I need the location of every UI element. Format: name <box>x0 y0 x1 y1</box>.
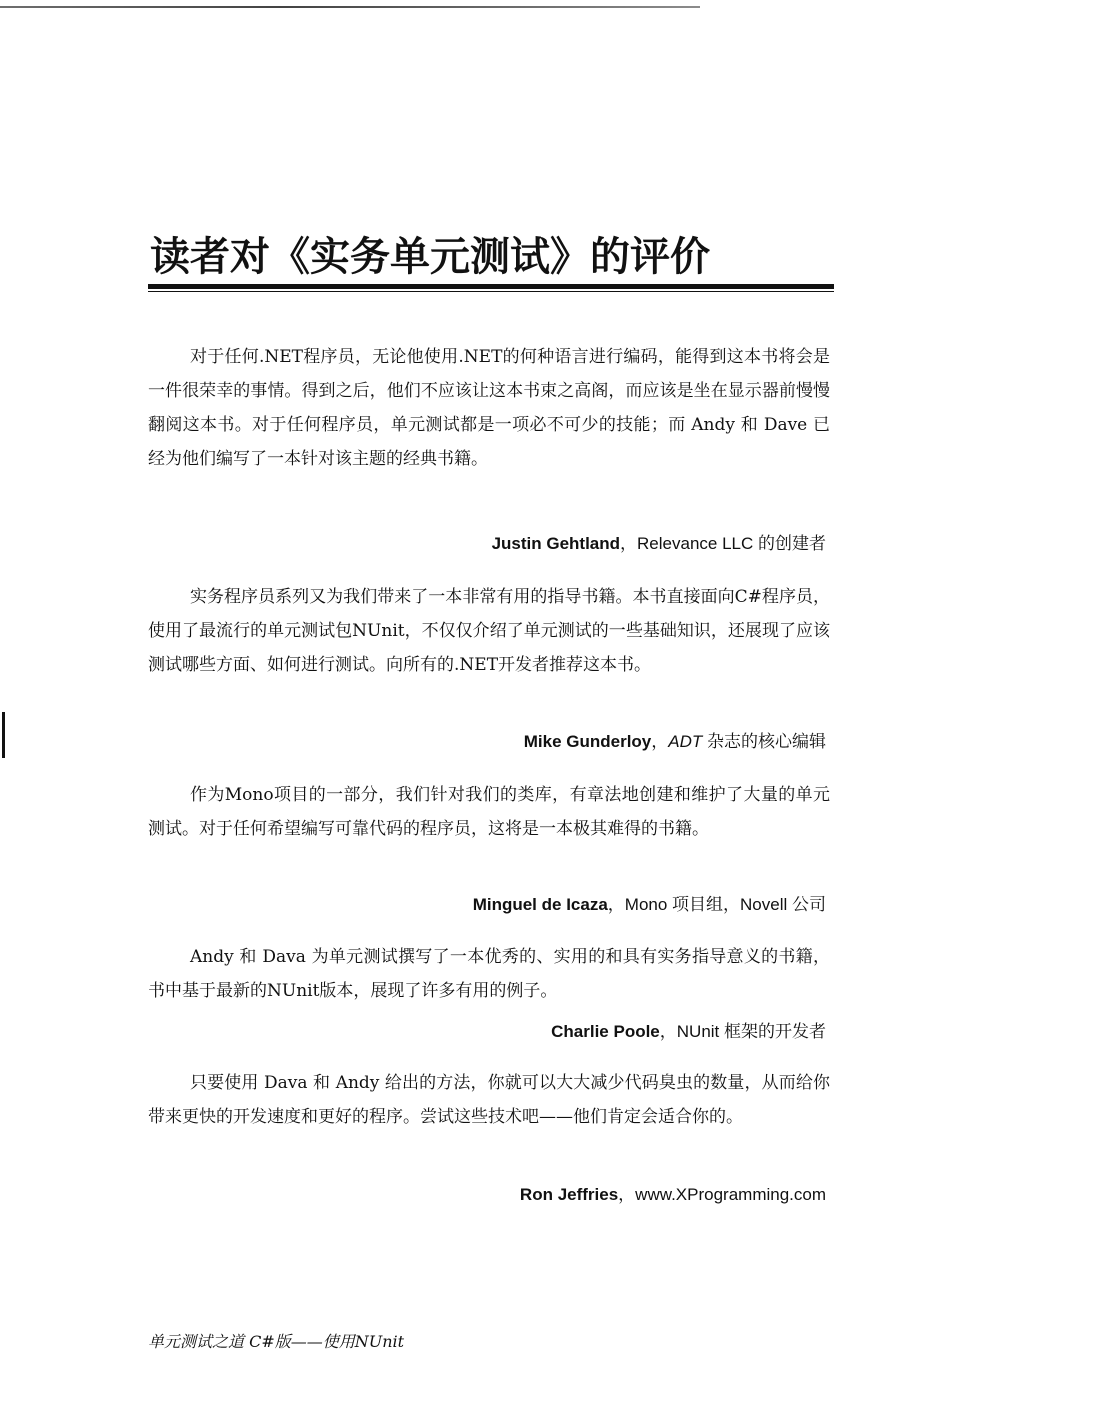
reviewer-affiliation: NUnit 框架的开发者 <box>676 1022 826 1041</box>
reviewer-name: Mike Gunderloy <box>523 732 652 751</box>
attribution-separator: ， <box>651 732 669 751</box>
review-quote-2: 实务程序员系列又为我们带来了一本非常有用的指导书籍。本书直接面向C#程序员，使用了最流行的单元测试包NUnit，不仅仅介绍了单元测试的一些基础知识，还展现了应该测试哪些方面、如何进行测试。向所有的.NET开发者推荐这本书。 <box>148 587 830 675</box>
title-underline-thin <box>148 291 834 292</box>
review-attribution-1 <box>492 532 826 556</box>
attribution-separator: ， <box>618 1185 636 1204</box>
reviewer-affiliation: Relevance LLC 的创建者 <box>637 534 826 553</box>
reviewer-affiliation-publication: ADT <box>668 732 703 751</box>
review-quote-5: 只要使用 Dava 和 Andy 给出的方法，你就可以大大减少代码臭虫的数量，从而给你带来更快的开发速度和更好的程序。尝试这些技术吧——他们肯定会适合你的。 <box>148 1073 830 1127</box>
reviewer-name: Charlie Poole <box>551 1022 660 1041</box>
reviewer-name: Ron Jeffries <box>519 1185 619 1204</box>
page-title: 读者对《实务单元测试》的评价 <box>150 234 710 280</box>
scan-edge-mark <box>2 712 5 758</box>
scan-edge-line <box>0 6 700 8</box>
attribution-separator: ， <box>607 895 625 914</box>
review-attribution-4 <box>551 1020 826 1044</box>
page-footer: 单元测试之道 C#版——使用NUnit <box>148 1332 405 1351</box>
review-quote-1: 对于任何.NET程序员，无论他使用.NET的何种语言进行编码，能得到这本书将会是一件很荣幸的事情。得到之后，他们不应该让这本书束之高阁，而应该是坐在显示器前慢慢翻阅这本书。对于任何程序员，单元测试都是一项必不可少的技能；而 Andy 和 Dave 已经为他们编写了一本针对该主题的经典书籍。 <box>148 347 830 469</box>
reviewer-name: Justin Gehtland <box>491 534 621 553</box>
attribution-separator: ， <box>659 1022 677 1041</box>
review-attribution-5 <box>520 1183 826 1207</box>
review-attribution-3 <box>473 893 826 917</box>
title-underline-thick <box>148 284 834 289</box>
review-attribution-2 <box>524 730 826 754</box>
reviewer-affiliation: 杂志的核心编辑 <box>707 732 826 751</box>
review-quote-4: Andy 和 Dava 为单元测试撰写了一本优秀的、实用的和具有实务指导意义的书籍，书中基于最新的NUnit版本，展现了许多有用的例子。 <box>148 947 830 1001</box>
reviewer-name: Minguel de Icaza <box>472 895 608 914</box>
reviewer-affiliation: www.XProgramming.com <box>635 1185 826 1204</box>
attribution-separator: ， <box>620 534 638 553</box>
review-quote-3: 作为Mono项目的一部分，我们针对我们的类库，有章法地创建和维护了大量的单元测试。对于任何希望编写可靠代码的程序员，这将是一本极其难得的书籍。 <box>148 785 830 839</box>
reviewer-affiliation: Mono 项目组，Novell 公司 <box>624 895 826 914</box>
